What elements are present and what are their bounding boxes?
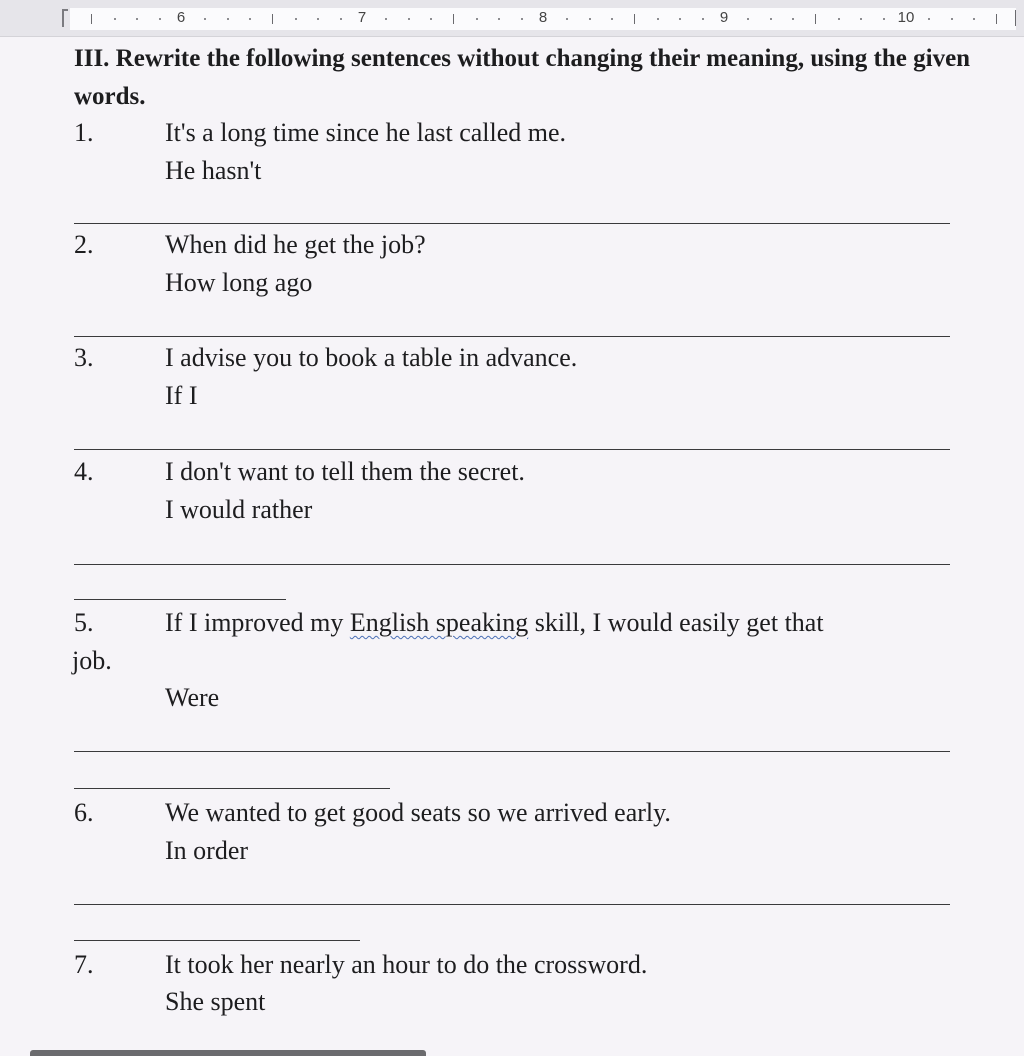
ruler-tick bbox=[340, 18, 342, 20]
sentence-part: If I improved my bbox=[165, 608, 350, 637]
ruler-half-mark bbox=[996, 14, 997, 24]
item-number: 4. bbox=[74, 457, 94, 486]
ruler-number-10: 10 bbox=[897, 9, 915, 26]
answer-line[interactable] bbox=[74, 336, 950, 337]
ruler-tick bbox=[702, 18, 704, 20]
item-number: 1. bbox=[74, 118, 94, 147]
ruler-number-9: 9 bbox=[719, 9, 729, 26]
item-lead-words: How long ago bbox=[165, 268, 313, 297]
ruler-half-mark bbox=[634, 14, 635, 24]
ruler-tick bbox=[227, 18, 229, 20]
answer-line[interactable] bbox=[74, 564, 950, 565]
item-number: 6. bbox=[74, 798, 94, 827]
ruler-indent-marker[interactable] bbox=[62, 9, 68, 27]
item-sentence bbox=[165, 608, 824, 638]
ruler-tick bbox=[295, 18, 297, 20]
grammar-flagged-phrase[interactable]: English speaking bbox=[349, 608, 529, 637]
item-sentence: When did he get the job? bbox=[165, 230, 426, 259]
item-number: 7. bbox=[74, 950, 94, 979]
ruler-tick bbox=[657, 18, 659, 20]
item-sentence-wrap: job. bbox=[72, 646, 112, 675]
item-lead-words: In order bbox=[165, 836, 249, 865]
ruler-tick bbox=[770, 18, 772, 20]
ruler-tick bbox=[476, 18, 478, 20]
ruler-tick bbox=[521, 18, 523, 20]
ruler-tick bbox=[159, 18, 161, 20]
ruler-tick bbox=[589, 18, 591, 20]
item-number: 3. bbox=[74, 343, 94, 372]
horizontal-scrollbar[interactable] bbox=[30, 1050, 426, 1056]
answer-line-continuation[interactable] bbox=[74, 788, 390, 789]
ruler-half-mark bbox=[91, 14, 92, 24]
ruler-tick bbox=[951, 18, 953, 20]
item-lead-words: He hasn't bbox=[165, 156, 262, 185]
answer-line-continuation[interactable] bbox=[74, 599, 286, 600]
horizontal-ruler[interactable] bbox=[0, 0, 1024, 37]
item-sentence: We wanted to get good seats so we arrived early. bbox=[165, 798, 671, 827]
item-number: 5. bbox=[74, 608, 94, 637]
ruler-tick bbox=[408, 18, 410, 20]
item-sentence: It's a long time since he last called me. bbox=[165, 118, 567, 147]
item-lead-words: She spent bbox=[165, 987, 266, 1016]
item-sentence: It took her nearly an hour to do the crossword. bbox=[165, 950, 648, 979]
exercise-heading: III. Rewrite the following sentences without changing their meaning, using the given words. bbox=[74, 45, 971, 110]
ruler-right-margin-marker[interactable] bbox=[1015, 10, 1016, 26]
ruler-tick bbox=[883, 18, 885, 20]
ruler-half-mark bbox=[272, 14, 273, 24]
ruler-number-7: 7 bbox=[357, 9, 367, 26]
answer-line-continuation[interactable] bbox=[74, 940, 360, 941]
ruler-number-8: 8 bbox=[538, 9, 548, 26]
answer-line[interactable] bbox=[74, 449, 950, 450]
ruler-tick bbox=[838, 18, 840, 20]
ruler-half-mark bbox=[815, 14, 816, 24]
ruler-number-6: 6 bbox=[176, 9, 186, 26]
item-number: 2. bbox=[74, 230, 94, 259]
item-lead-words: I would rather bbox=[165, 495, 313, 524]
ruler-tick bbox=[114, 18, 116, 20]
sentence-part: skill, I would easily get that bbox=[528, 608, 824, 637]
answer-line[interactable] bbox=[74, 223, 950, 224]
item-sentence: I don't want to tell them the secret. bbox=[165, 457, 525, 486]
item-lead-words: If I bbox=[165, 381, 198, 410]
answer-line[interactable] bbox=[74, 904, 950, 905]
item-lead-words: Were bbox=[165, 683, 220, 712]
ruler-half-mark bbox=[453, 14, 454, 24]
item-sentence: I advise you to book a table in advance. bbox=[165, 343, 578, 372]
answer-line[interactable] bbox=[74, 751, 950, 752]
